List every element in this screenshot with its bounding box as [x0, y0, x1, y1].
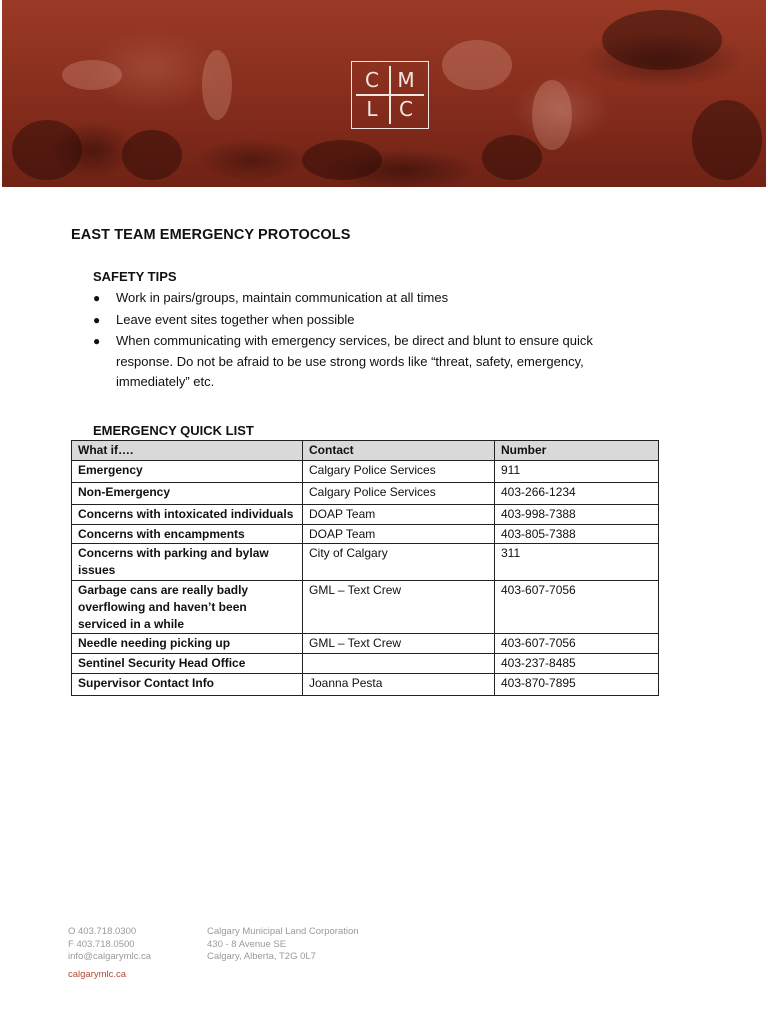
- footer-phone: O 403.718.0300: [68, 926, 137, 937]
- list-item: [93, 310, 653, 331]
- scenario-cell: Garbage cans are really badly overflowing and haven’t been serviced in a while: [72, 580, 303, 633]
- bullet-icon: ●: [93, 291, 101, 305]
- list-item-text: Leave event sites together when possible: [116, 311, 355, 327]
- scenario-cell: Sentinel Security Head Office: [72, 654, 303, 674]
- footer-fax: F 403.718.0500: [68, 938, 135, 950]
- footer-email[interactable]: info@calgarymlc.ca: [68, 951, 152, 962]
- scenario-cell: Supervisor Contact Info: [72, 673, 303, 695]
- number-cell: 911: [495, 460, 659, 482]
- contact-cell: GML – Text Crew: [303, 580, 495, 633]
- footer-org-name: Calgary Municipal Land Corporation: [207, 926, 359, 937]
- bullet-icon: ●: [93, 312, 101, 327]
- table-row: [72, 673, 659, 695]
- scenario-cell: Emergency: [72, 460, 303, 482]
- list-item: [93, 331, 653, 393]
- column-header: Contact: [303, 441, 495, 461]
- column-header: What if….: [72, 441, 303, 461]
- list-item-text: Work in pairs/groups, maintain communication at all times: [116, 290, 449, 305]
- number-cell: 403-998-7388: [495, 504, 659, 524]
- table-header-row: [72, 441, 659, 461]
- list-item: [93, 288, 653, 309]
- contact-cell: City of Calgary: [303, 544, 495, 581]
- safety-tips-list: [93, 288, 653, 394]
- column-header: Number: [495, 441, 659, 461]
- table-row: [72, 504, 659, 524]
- logo-letter: C: [399, 97, 413, 121]
- table-row: [72, 580, 659, 633]
- header-banner-image: [2, 0, 766, 187]
- page-title: EAST TEAM EMERGENCY PROTOCOLS: [71, 227, 351, 243]
- footer-address-line: 430 - 8 Avenue SE: [207, 938, 287, 950]
- number-cell: 403-870-7895: [495, 673, 659, 695]
- number-cell: 403-237-8485: [495, 654, 659, 674]
- table-row: [72, 460, 659, 482]
- number-cell: 403-607-7056: [495, 634, 659, 654]
- footer-address-line: Calgary, Alberta, T2G 0L7: [207, 951, 316, 962]
- footer-contact-block: [68, 926, 151, 964]
- scenario-cell: Needle needing picking up: [72, 634, 303, 654]
- number-cell: 403-266-1234: [495, 482, 659, 504]
- safety-tips-heading: SAFETY TIPS: [93, 269, 177, 284]
- table-row: [72, 544, 659, 581]
- list-item-text: When communicating with emergency services, be direct and blunt to ensure quick response. Do not be afraid to be use strong words like “threat, safety, emergency, immediately” etc.: [116, 333, 593, 389]
- contact-cell: Calgary Police Services: [303, 460, 495, 482]
- contact-cell: Joanna Pesta: [303, 673, 495, 695]
- table-row: [72, 634, 659, 654]
- emergency-quick-list-table: [71, 440, 659, 696]
- contact-cell: Calgary Police Services: [303, 482, 495, 504]
- number-cell: 403-805-7388: [495, 524, 659, 544]
- logo-letter: C: [365, 68, 379, 92]
- table-row: [72, 654, 659, 674]
- contact-cell: DOAP Team: [303, 524, 495, 544]
- quick-list-heading: EMERGENCY QUICK LIST: [93, 423, 254, 438]
- contact-cell: DOAP Team: [303, 504, 495, 524]
- footer-address-block: [207, 926, 359, 964]
- contact-cell: GML – Text Crew: [303, 634, 495, 654]
- scenario-cell: Non-Emergency: [72, 482, 303, 504]
- cmlc-logo: [351, 61, 429, 129]
- footer-website-link[interactable]: calgarymlc.ca: [68, 969, 127, 980]
- logo-letter: M: [397, 68, 415, 92]
- scenario-cell: Concerns with intoxicated individuals: [72, 504, 303, 524]
- logo-letter: L: [366, 97, 378, 121]
- table-row: [72, 524, 659, 544]
- table-row: [72, 482, 659, 504]
- bullet-icon: ●: [93, 334, 101, 348]
- scenario-cell: Concerns with parking and bylaw issues: [72, 544, 303, 581]
- contact-cell: [303, 654, 495, 674]
- number-cell: 311: [495, 544, 659, 581]
- scenario-cell: Concerns with encampments: [72, 524, 303, 544]
- number-cell: 403-607-7056: [495, 580, 659, 633]
